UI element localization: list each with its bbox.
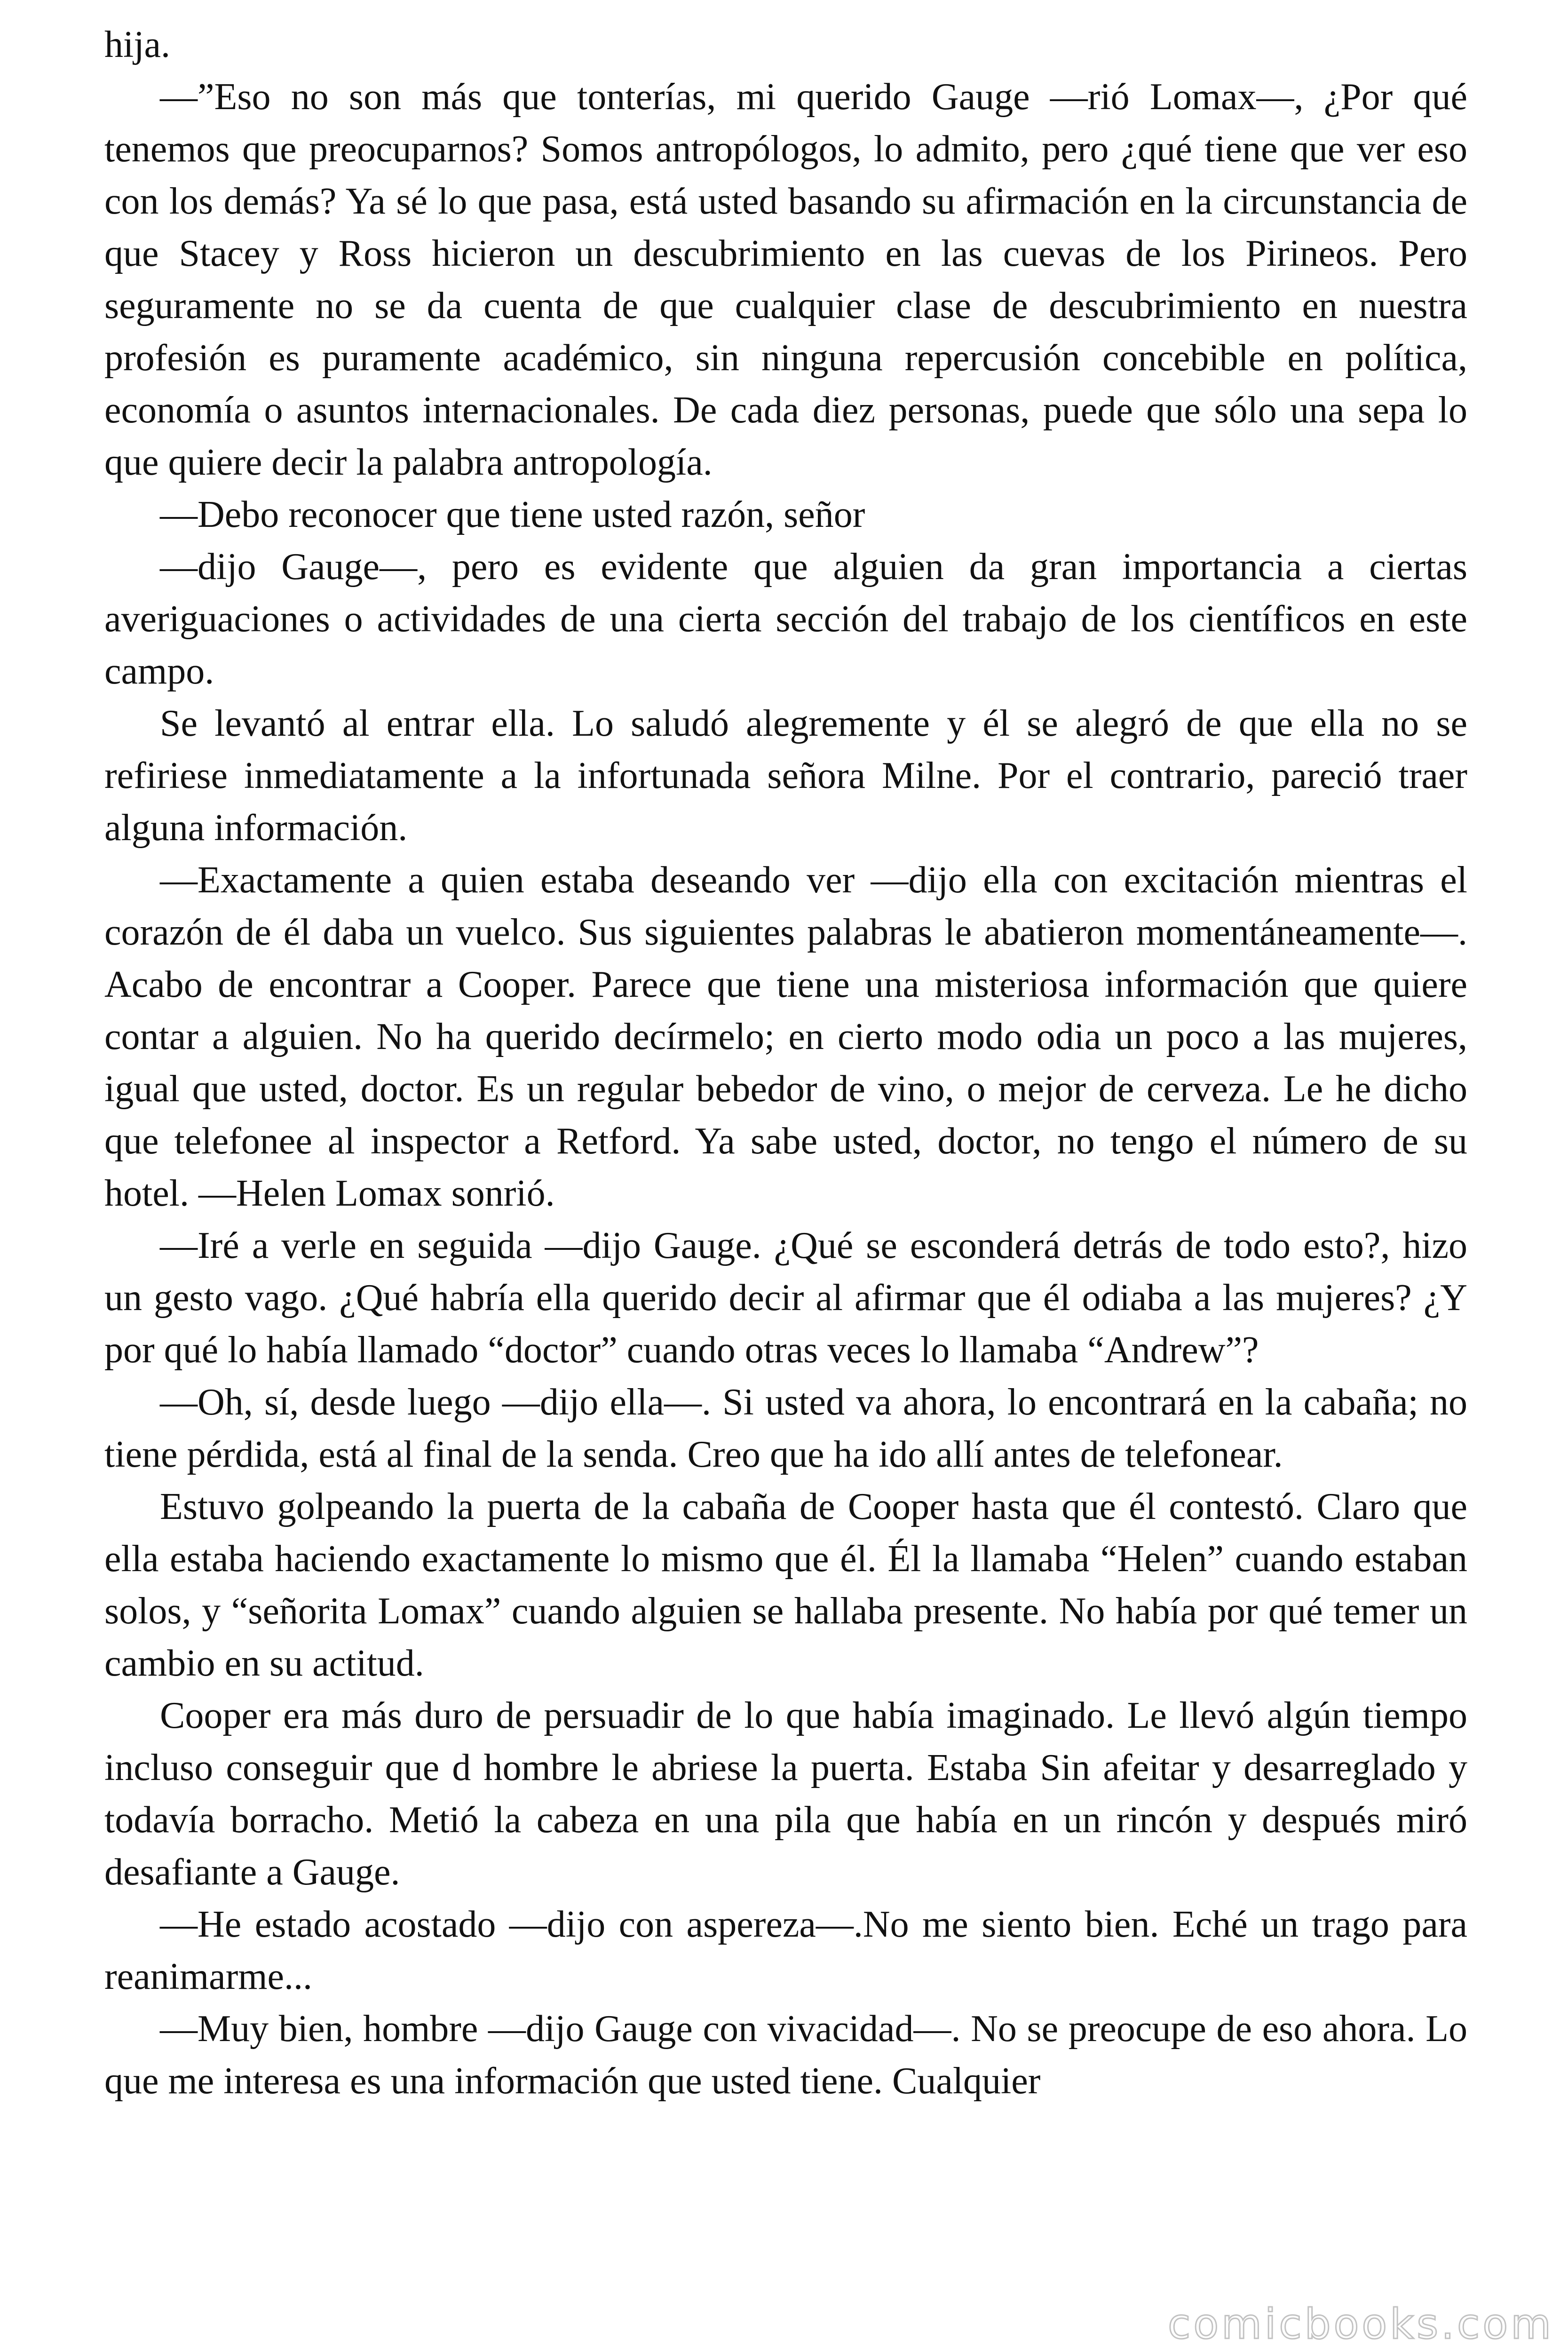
paragraph: —Debo reconocer que tiene usted razón, señor [160,494,865,535]
paragraph: —Exactamente a quien estaba deseando ver —dijo ella con excitación mientras el corazón de él daba un vuelco. Sus siguientes palabras le abatieron momentáneamente—. Acabo de encontrar a Cooper. Parece que tiene una misteriosa información que quiere contar a alguien. No ha querido decírmelo; en cierto modo odia un poco a las mujeres, igual que usted, doctor. Es un regular bebedor de vino, o mejor de cerveza. Le he dicho que telefonee al inspector a Retford. Ya sabe usted, doctor, no tengo el número de su hotel. —Helen Lomax sonrió. [104,859,1467,1214]
watermark: comicbooks.com [1167,2300,1554,2348]
paragraph: Cooper era más duro de persuadir de lo que había imaginado. Le llevó algún tiempo incluso conseguir que d hombre le abriese la puerta. Estaba Sin afeitar y desarreglado y todavía borracho. Metió la cabeza en una pila que había en un rincón y después miró desafiante a Gauge. [104,1695,1467,1893]
document-page [104,19,1467,2107]
paragraph: Se levantó al entrar ella. Lo saludó alegremente y él se alegró de que ella no se refiriese inmediatamente a la infortunada señora Milne. Por el contrario, pareció traer alguna información. [104,703,1467,849]
paragraph: —Iré a verle en seguida —dijo Gauge. ¿Qué se esconderá detrás de todo esto?, hizo un gesto vago. ¿Qué habría ella querido decir al afirmar que él odiaba a las mujeres? ¿Y por qué lo había llamado “doctor” cuando otras veces lo llamaba “Andrew”? [104,1225,1467,1371]
paragraph: —”Eso no son más que tonterías, mi querido Gauge —rió Lomax—, ¿Por qué tenemos que preocuparnos? Somos antropólogos, lo admito, pero ¿qué tiene que ver eso con los demás? Ya sé lo que pasa, está usted basando su afirmación en la circunstancia de que Stacey y Ross hicieron un descubrimiento en las cuevas de los Pirineos. Pero seguramente no se da cuenta de que cualquier clase de descubrimiento en nuestra profesión es puramente académico, sin ninguna repercusión concebible en política, economía o asuntos internacionales. De cada diez personas, puede que sólo una sepa lo que quiere decir la palabra antropología. [104,76,1467,483]
paragraph: —He estado acostado —dijo con aspereza—.No me siento bien. Eché un trago para reanimarme... [104,1904,1467,1997]
paragraph: —Muy bien, hombre —dijo Gauge con vivacidad—. No se preocupe de eso ahora. Lo que me interesa es una información que usted tiene. Cualquier [104,2008,1467,2102]
paragraph: —dijo Gauge—, pero es evidente que alguien da gran importancia a ciertas averiguaciones o actividades de una cierta sección del trabajo de los científicos en este campo. [104,546,1467,692]
paragraph: —Oh, sí, desde luego —dijo ella—. Si usted va ahora, lo encontrará en la cabaña; no tiene pérdida, está al final de la senda. Creo que ha ido allí antes de telefonear. [104,1382,1467,1475]
paragraph: hija. [104,24,170,65]
paragraph: Estuvo golpeando la puerta de la cabaña de Cooper hasta que él contestó. Claro que ella estaba haciendo exactamente lo mismo que él. Él la llamaba “Helen” cuando estaban solos, y “señorita Lomax” cuando alguien se hallaba presente. No había por qué temer un cambio en su actitud. [104,1486,1467,1684]
